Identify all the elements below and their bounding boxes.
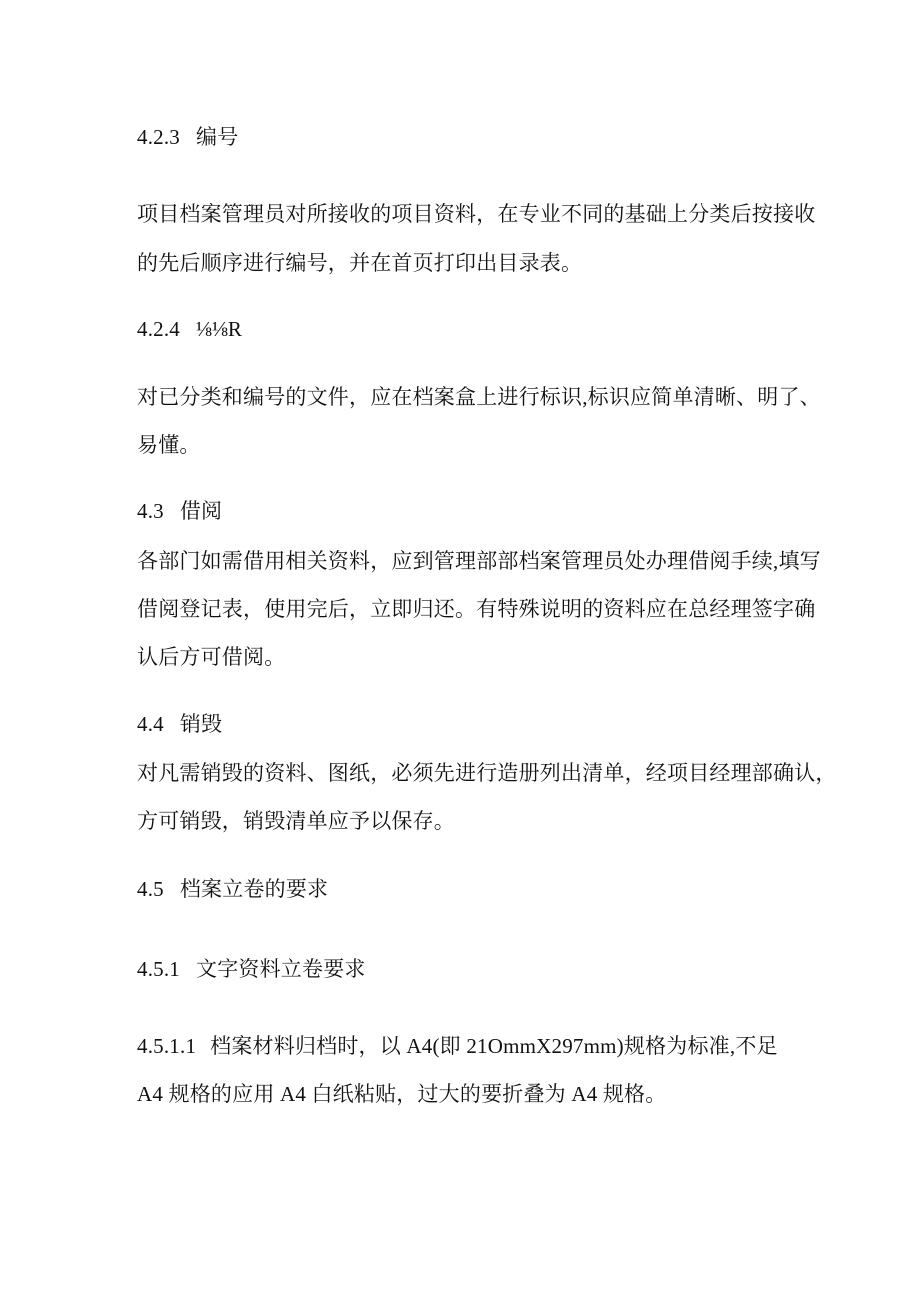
paragraph-line: 借阅登记表，使用完后，立即归还。有特殊说明的资料应在总经理签字确 <box>137 597 816 621</box>
section-number: 4.2.3 <box>137 125 180 149</box>
paragraph-line: 项目档案管理员对所接收的项目资料，在专业不同的基础上分类后按接收 <box>137 202 816 226</box>
section-number: 4.5.1 <box>137 957 180 981</box>
section-heading-4-2-3 <box>137 124 238 150</box>
section-title: ⅛⅛R <box>196 317 243 341</box>
paragraph-line: 方可销毁，销毁清单应予以保存。 <box>137 809 455 833</box>
section-heading-4-3 <box>137 498 222 524</box>
paragraph-line: 对凡需销毁的资料、图纸，必须先进行造册列出清单，经项目经理部确认， <box>137 761 837 785</box>
section-heading-4-5-1-1 <box>137 1033 778 1059</box>
section-number: 4.2.4 <box>137 317 180 341</box>
section-heading-4-4 <box>137 711 222 737</box>
paragraph-line: 易懂。 <box>137 433 201 457</box>
section-number: 4.5.1.1 <box>137 1034 197 1058</box>
section-number: 4.3 <box>137 499 164 523</box>
paragraph-line: 各部门如需借用相关资料，应到管理部部档案管理员处办理借阅手续,填写 <box>137 549 821 573</box>
section-title: 借阅 <box>179 499 223 523</box>
paragraph-line: 对已分类和编号的文件，应在档案盒上进行标识,标识应简单清晰、明了、 <box>137 385 821 409</box>
section-heading-4-5-1 <box>137 956 366 982</box>
paragraph-line: 的先后顺序进行编号，并在首页打印出目录表。 <box>137 251 583 275</box>
section-number: 4.4 <box>137 712 164 736</box>
paragraph-line: 认后方可借阅。 <box>137 645 286 669</box>
section-heading-4-5 <box>137 876 328 902</box>
section-title: 编号 <box>196 125 239 149</box>
section-title: 文字资料立卷要求 <box>196 957 366 981</box>
section-title: 销毁 <box>179 712 223 736</box>
section-title: 档案立卷的要求 <box>179 877 329 901</box>
section-heading-4-2-4 <box>137 316 242 342</box>
section-number: 4.5 <box>137 877 164 901</box>
paragraph-text: 档案材料归档时，以 A4(即 21OmmX297mm)规格为标准,不足 <box>210 1034 778 1058</box>
paragraph-line: A4 规格的应用 A4 白纸粘贴，过大的要折叠为 A4 规格。 <box>137 1082 667 1106</box>
